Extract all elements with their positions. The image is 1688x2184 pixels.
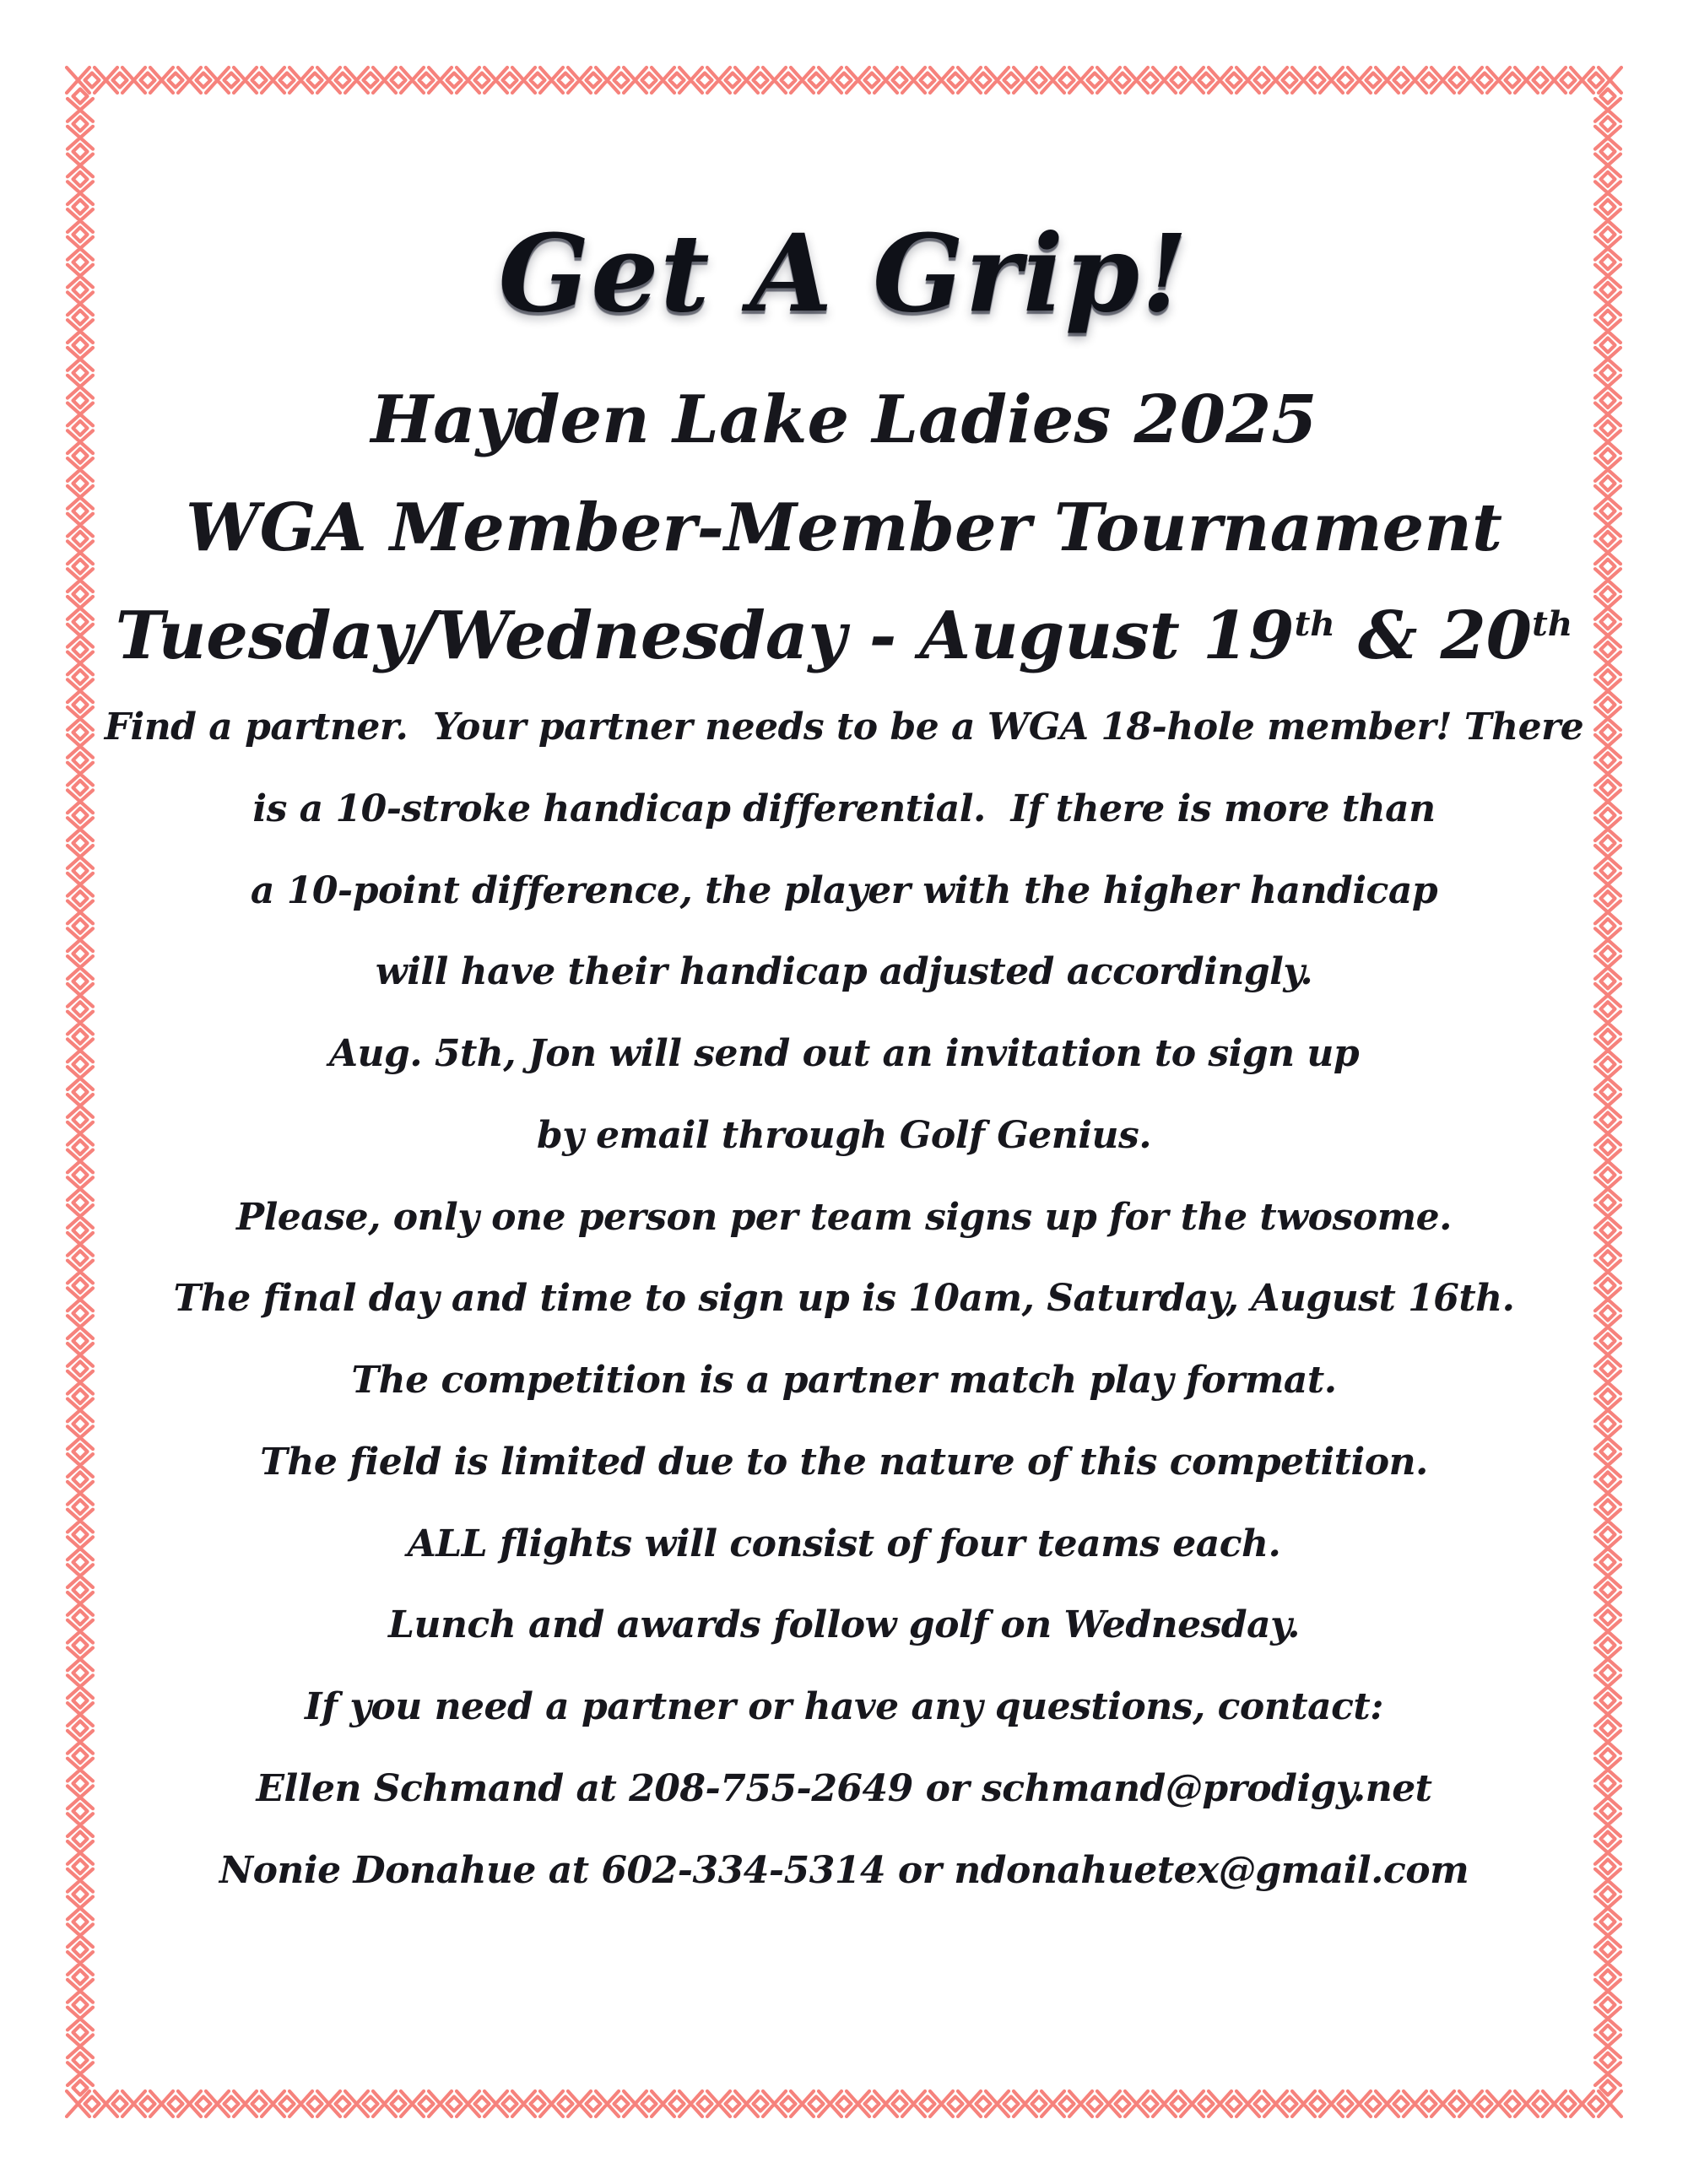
subtitle-event: WGA Member-Member Tournament [186, 489, 1502, 566]
body-line: ALL flights will consist of four teams each. [407, 1522, 1281, 1565]
subtitle-organization: Hayden Lake Ladies 2025 [371, 381, 1317, 458]
date-text-part2: & 20 [1334, 597, 1533, 674]
body-line: The competition is a partner match play format. [351, 1359, 1337, 1402]
flyer-title: Get A Grip! [498, 211, 1190, 336]
body-line: will have their handicap adjusted accordingly. [375, 950, 1313, 993]
date-ordinal-suffix: th [1532, 603, 1573, 644]
cross-stitch-pattern [67, 2091, 1621, 2116]
body-line: If you need a partner or have any questions, contact: [305, 1685, 1383, 1728]
body-line: a 10-point difference, the player with the higher handicap [250, 869, 1438, 912]
body-line: Find a partner. Your partner needs to be a WGA 18-hole member! There [104, 705, 1584, 749]
cross-stitch-border-bottom [64, 2088, 1624, 2120]
date-text-part1: Tuesday/Wednesday - August 19 [115, 597, 1295, 674]
body-line: The field is limited due to the nature of this competition. [260, 1441, 1428, 1484]
cross-stitch-pattern [67, 68, 1621, 93]
body-line: Aug. 5th, Jon will send out an invitation to sign up [328, 1032, 1360, 1075]
body-line: by email through Golf Genius. [536, 1114, 1152, 1157]
date-ordinal-suffix: th [1294, 603, 1335, 644]
cross-stitch-border-top [64, 64, 1624, 96]
subtitle-dates [0, 597, 1688, 674]
contact-line-ellen: Ellen Schmand at 208-755-2649 or schmand@prodigy.net [256, 1767, 1432, 1810]
body-line: is a 10-stroke handicap differential. If there is more than [252, 787, 1436, 830]
contact-line-nonie: Nonie Donahue at 602-334-5314 or ndonahuetex@gmail.com [219, 1849, 1469, 1892]
body-line: Lunch and awards follow golf on Wednesday. [388, 1603, 1300, 1646]
body-line: Please, only one person per team signs up for the twosome. [236, 1196, 1452, 1239]
body-line: The final day and time to sign up is 10am, Saturday, August 16th. [173, 1277, 1515, 1320]
